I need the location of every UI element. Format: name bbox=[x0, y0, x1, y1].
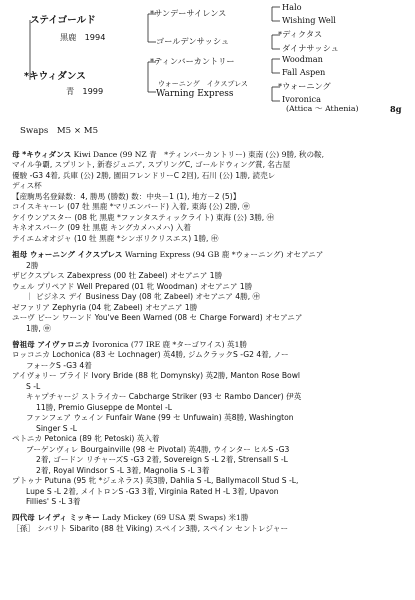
sire-dam: ゴールデンサッシュ bbox=[156, 36, 230, 46]
ggd-line: 11勝, Premio Giuseppe de Montel -L bbox=[36, 402, 172, 412]
dam-line: マイル争覇, スプリント, 新春ジュニア, スプリングC, ゴールドウィング賞, 名古屋 bbox=[12, 160, 291, 170]
sss-name: Halo bbox=[282, 2, 302, 12]
sdd-name: ダイナサッシュ bbox=[282, 43, 339, 53]
sire-sire: *サンデーサイレンス bbox=[150, 8, 227, 18]
dam-dam-jp: ウォーニング イクスプレス bbox=[158, 80, 248, 88]
ggd-line: 2着, ゴードン リチャーズS -G3 2着, Sovereign S -L 2着, Strensall S -L bbox=[36, 455, 288, 465]
progeny-item: コイスキャーレ (07 牡 黒鹿 *マリエンバード) 入着, 東海 (公) 2勝, ㊥ bbox=[12, 202, 250, 212]
granddam-section bbox=[12, 250, 412, 334]
granddam-progeny: ユーヴ ビーン ワーンド You've Been Warned (08 セ Charge Forward) オセアニア bbox=[12, 313, 303, 323]
granddam-progeny: ｜ ビジネス デイ Business Day (08 牝 Zabeel) オセアニア 4勝, ㊥ bbox=[26, 292, 261, 302]
ggd-line: ロッコニカ Lochonica (83 セ Lochnager) 英4勝, ジムクラックS -G2 4着, ノー bbox=[12, 350, 289, 360]
dam-line: ディス杯 bbox=[12, 181, 42, 191]
progeny-item: キネオスバーク (09 牡 黒鹿 キングカメハメハ) 入着 bbox=[12, 223, 191, 233]
pedigree-table bbox=[0, 0, 415, 114]
ddd-name: Ivoronica bbox=[282, 94, 321, 104]
fourth-dam-section bbox=[12, 513, 412, 534]
sire-name: ステイゴールド bbox=[30, 15, 96, 26]
family-note: (Attica ～ Athenia) bbox=[286, 104, 359, 113]
ggd-line: ペトニカ Petonica (89 牝 Petoski) 英入着 bbox=[12, 434, 160, 444]
dam-sire: *ティンバーカントリー bbox=[150, 56, 235, 66]
dam-heading: 母 *キウィダンス bbox=[12, 150, 72, 159]
dam-line: 優駿 -G3 4着, 兵庫 (公) 2勝, 園田フレンドリーC 2回), 石川 (公) 1勝, 読売レ bbox=[12, 170, 276, 180]
inbreeding-note: Swaps M5 × M5 bbox=[20, 126, 99, 136]
dss-name: Woodman bbox=[282, 54, 323, 64]
dam-line: Kiwi Dance (99 NZ 青 *ティンバーカントリー) 東南 (公) 9勝, 秋の鞍, bbox=[73, 150, 325, 159]
sire-info: 黒鹿 1994 bbox=[60, 32, 106, 42]
ssd-name: Wishing Well bbox=[282, 15, 336, 25]
great-granddam-section bbox=[12, 340, 412, 508]
progeny-item: テイエムオオジャ (10 牡 黒鹿 *シンボリクリスエス) 1勝, ㊥ bbox=[12, 233, 219, 243]
dds-name: *ウォーニング bbox=[278, 81, 331, 91]
granddam-heading: 祖母 ウォーニング イクスプレス bbox=[12, 250, 123, 260]
ggd-line: S -L bbox=[26, 381, 41, 391]
great-granddam-heading: 曾祖母 アイヴァロニカ bbox=[12, 339, 90, 349]
ggd-line: Singer S -L bbox=[36, 423, 77, 433]
ggd-line: Fillies' S -L 3着 bbox=[26, 497, 81, 506]
granddam-line: 2勝 bbox=[26, 260, 39, 270]
family-number: 8g bbox=[390, 104, 402, 114]
ggd-line: アイヴォリー ブライド Ivory Bride (88 牝 Domynsky) 英2勝, Manton Rose Bowl bbox=[12, 371, 301, 381]
fourth-dam-line: ［孫］ シバリト Sibarito (88 牡 Viking) スペイン3勝, スペイン セントレジャー bbox=[12, 523, 289, 533]
granddam-progeny: ゼファリア Zephyria (04 牝 Zabeel) オセアニア 1勝 bbox=[12, 302, 198, 312]
dam-name: *キウィダンス bbox=[24, 71, 86, 82]
progeny-item: ケイウンアスター (08 牝 黒鹿 *ファンタスティックライト) 東海 (公) 3勝, ㊥ bbox=[12, 212, 275, 222]
dam-dam: Warning Express bbox=[156, 89, 234, 99]
dam-info: 青 1999 bbox=[66, 86, 104, 96]
progeny-summary: 【産駒馬名登録数：4, 勝馬 (勝数) 数：中央－1 (1), 地方－2 (5)】 bbox=[12, 191, 241, 201]
sds-name: *ディクタス bbox=[278, 29, 323, 39]
granddam-progeny: 1勝, ㊥ bbox=[26, 323, 51, 333]
ggd-line: キャプチャージ ストライカー Cabcharge Striker (93 セ Rambo Dancer) 伊英 bbox=[26, 392, 302, 402]
dsd-name: Fall Aspen bbox=[282, 67, 326, 77]
ggd-line: フォークS -G3 4着 bbox=[26, 360, 92, 370]
ggd-line: ファンフェア ウェイン Funfair Wane (99 セ Unfuwain) 英8勝, Washington bbox=[26, 413, 294, 423]
granddam-progeny: ザビクスプレス Zabexpress (00 牡 Zabeel) オセアニア 1勝 bbox=[12, 271, 223, 281]
ggd-line: Ivoronica (77 IRE 鹿 *ターゴワイス) 英1勝 bbox=[92, 339, 247, 349]
ggd-line: プトゥナ Putuna (95 牝 *ジェネラス) 英3勝, Dahlia S -L, Ballymacoll Stud S -L, bbox=[12, 476, 299, 486]
ggd-line: ブーゲンヴィレ Bourgainville (98 セ Pivotal) 英4勝, ウインター ヒルS -G3 bbox=[26, 444, 290, 454]
fourth-dam-line: Lady Mickey (69 USA 栗 Swaps) 米1勝 bbox=[102, 513, 249, 523]
granddam-line: Warning Express (94 GB 鹿 *ウォーニング) オセアニア bbox=[124, 250, 324, 260]
ggd-line: 2着, Royal Windsor S -L 3着, Magnolia S -L 3着 bbox=[36, 465, 210, 475]
dam-section bbox=[12, 150, 412, 244]
family-record bbox=[12, 150, 412, 540]
granddam-progeny: ウェル プリペアド Well Prepared (01 牝 Woodman) オセアニア 1勝 bbox=[12, 281, 253, 291]
ggd-line: Lupe S -L 2着, メイトロンS -G3 3着, Virginia Rated H -L 3着, Upavon bbox=[26, 486, 279, 496]
fourth-dam-heading: 四代母 レイディ ミッキー bbox=[12, 513, 100, 523]
